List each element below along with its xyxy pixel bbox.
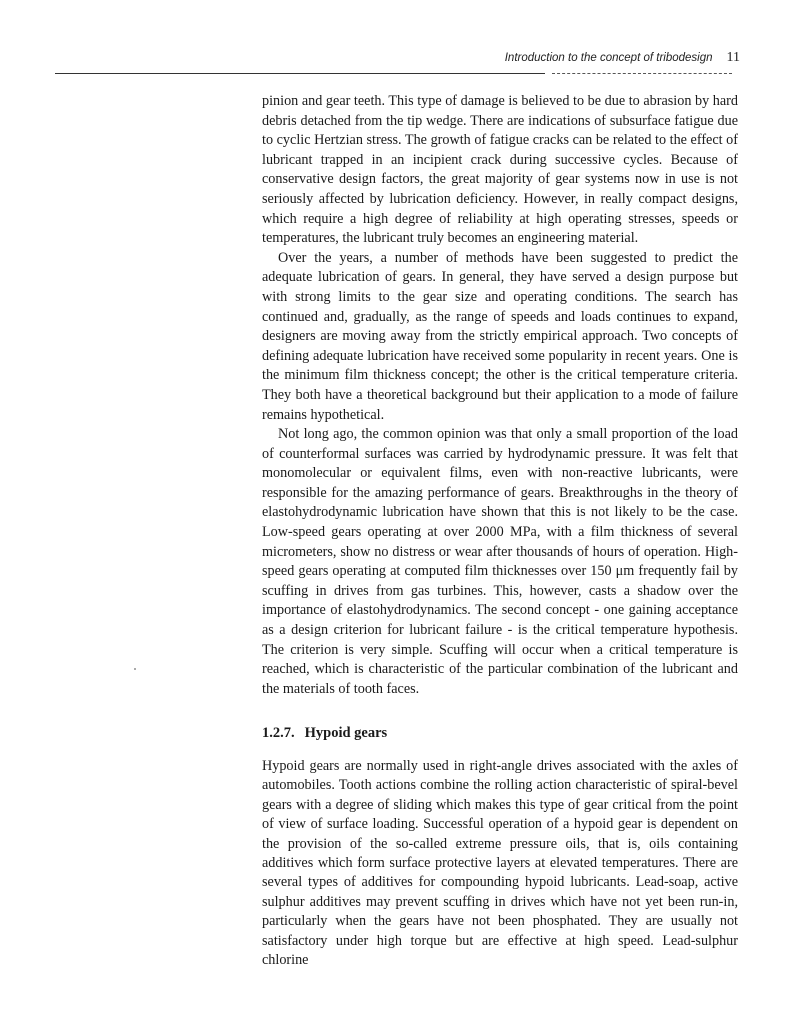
- paragraph: Hypoid gears are normally used in right-angle drives associated with the axles of automobiles. Tooth actions combine the rolling action characteristic of spiral-bevel gears with a degree of sliding which makes this type of gear critical from the point of view of surface loading. Successful operation of a hypoid gear is dependent on the provision of the so-called extreme pressure oils, that is, oils containing additives which form surface protective layers at elevated temperatures. There are several types of additives for compounding hypoid lubricants. Lead-soap, active sulphur additives may prevent scuffing in drives which have not yet been run-in, particularly when the gears have not been phosphated. They are usually not satisfactory under high torque but are effective at high speed. Lead-sulphur chlorine: [262, 758, 738, 969]
- paragraph: Over the years, a number of methods have been suggested to predict the adequate lubrication of gears. In general, they have served a design purpose but with strong limits to the gear size and operating conditions. The search has continued and, gradually, as the range of speeds and loads continues to expand, designers are moving away from the strictly empirical approach. Two concepts of defining adequate lubrication have received some popularity in recent years. One is the minimum film thickness concept; the other is the critical temperature criteria. They both have a theoretical background but their application to a mode of failure remains hypothetical.: [262, 249, 738, 423]
- running-head: [400, 50, 740, 66]
- section-number: 1.2.7.: [262, 725, 295, 741]
- page-number: 11: [726, 50, 740, 65]
- running-title: Introduction to the concept of tribodesign: [504, 52, 713, 64]
- paragraph: pinion and gear teeth. This type of damage is believed to be due to abrasion by hard debris detached from the tip wedge. There are indications of subsurface fatigue due to cyclic Hertzian stress. The growth of fatigue cracks can be related to the effect of lubricant trapped in an incipient crack during successive cycles. Because of conservative design factors, the great majority of gear systems now in use is not seriously affected by lubrication deficiency. However, in really compact designs, which require a high degree of reliability at high operating stresses, speeds or temperatures, the lubricant truly becomes an engineering material.: [262, 93, 738, 247]
- section-heading: [262, 725, 738, 742]
- section-title: Hypoid gears: [304, 725, 388, 741]
- body-text: [262, 92, 738, 699]
- section-body-text: [262, 757, 738, 970]
- header-rule: [55, 73, 545, 74]
- header-rule-right: [552, 73, 732, 74]
- margin-mark: [134, 668, 136, 670]
- paragraph: Not long ago, the common opinion was that only a small proportion of the load of counterformal surfaces was carried by hydrodynamic pressure. It was felt that monomolecular or equivalent films, even with non-reactive lubricants, were responsible for the amazing performance of gears. Breakthroughs in the theory of elastohydrodynamic lubrication have shown that this is not likely to be the case. Low-speed gears operating at over 2000 MPa, with a film thickness of several micrometers, show no distress or wear after thousands of hours of operation. High-speed gears operating at computed film thicknesses over 150 μm frequently fail by scuffing in drives from gas turbines. This, however, casts a shadow over the importance of elastohydrodynamics. The second concept - one gaining acceptance as a design criterion for lubricant failure - is the critical temperature hypothesis. The criterion is very simple. Scuffing will occur when a critical temperature is reached, which is characteristic of the particular combination of the lubricant and the materials of tooth faces.: [262, 426, 738, 697]
